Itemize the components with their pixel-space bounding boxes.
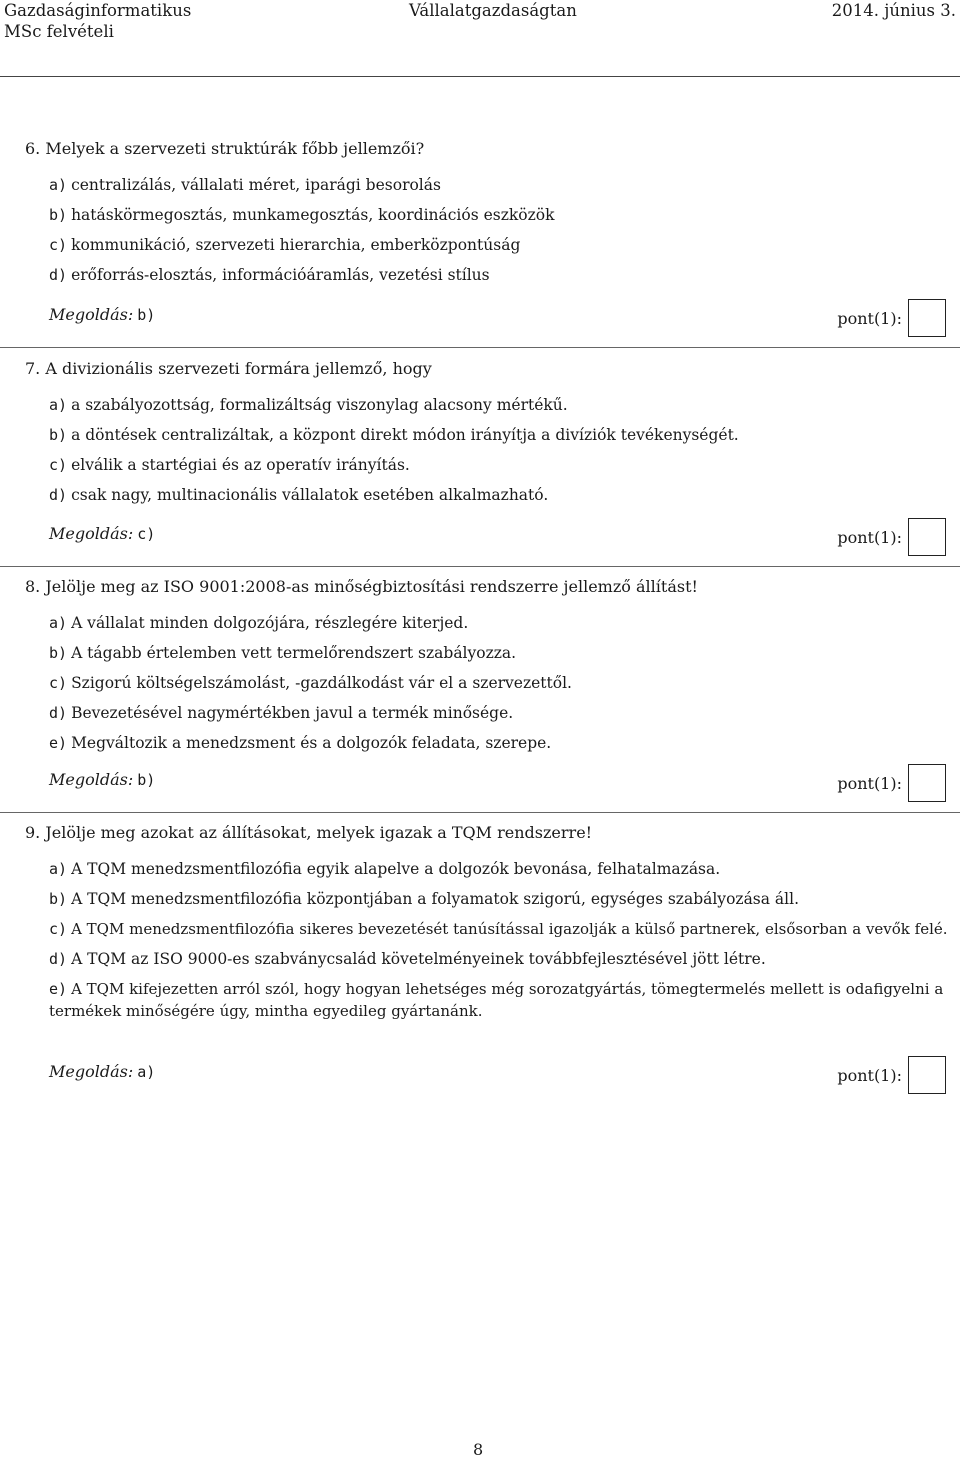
solution-value: b) bbox=[137, 306, 156, 324]
question-title bbox=[25, 138, 960, 160]
question-title bbox=[25, 576, 960, 598]
option-list bbox=[25, 174, 960, 286]
solution-label: Megoldás: bbox=[49, 1062, 134, 1081]
question-number: 8. bbox=[25, 577, 41, 596]
question-text: A divizionális szervezeti formára jellemző, hogy bbox=[45, 359, 432, 378]
question-text: Melyek a szervezeti struktúrák főbb jellemzői? bbox=[45, 139, 425, 158]
option-c[interactable]: c) A TQM menedzsmentfilozófia sikeres bevezetését tanúsítással igazolják a külső partnerek, elsősorban a vevők felé. bbox=[49, 920, 948, 938]
answer-row-9 bbox=[25, 1062, 960, 1102]
page-number: 8 bbox=[473, 1440, 484, 1459]
question-7 bbox=[25, 358, 960, 514]
option-e[interactable]: e) Megváltozik a menedzsment és a dolgozók feladata, szerepe. bbox=[49, 734, 552, 752]
question-text: Jelölje meg az ISO 9001:2008-as minőségbiztosítási rendszerre jellemző állítást! bbox=[45, 577, 698, 596]
page-header bbox=[4, 0, 956, 42]
points-label: pont(1): bbox=[837, 309, 902, 328]
option-a[interactable]: a) centralizálás, vállalati méret, iparági besorolás bbox=[49, 176, 441, 194]
option-d[interactable]: d) Bevezetésével nagymértékben javul a termék minősége. bbox=[49, 704, 514, 722]
points-label: pont(1): bbox=[837, 528, 902, 547]
answer-row-8 bbox=[25, 770, 960, 810]
solution-value: b) bbox=[137, 771, 156, 789]
solution-value: a) bbox=[137, 1063, 156, 1081]
question-number: 7. bbox=[25, 359, 41, 378]
option-a[interactable]: a) a szabályozottság, formalizáltság viszonylag alacsony mértékű. bbox=[49, 396, 568, 414]
option-a[interactable]: a) A TQM menedzsmentfilozófia egyik alapelve a dolgozók bevonása, felhatalmazása. bbox=[49, 860, 721, 878]
solution-label: Megoldás: bbox=[49, 524, 134, 543]
option-list bbox=[25, 394, 960, 506]
option-d[interactable]: d) csak nagy, multinacionális vállalatok esetében alkalmazható. bbox=[49, 486, 549, 504]
solution-label: Megoldás: bbox=[49, 305, 134, 324]
points-box[interactable] bbox=[908, 299, 946, 337]
points-label: pont(1): bbox=[837, 774, 902, 793]
option-b[interactable]: b) A TQM menedzsmentfilozófia központjában a folyamatok szigorú, egységes szabályozása áll. bbox=[49, 890, 800, 908]
option-a[interactable]: a) A vállalat minden dolgozójára, részlegére kiterjed. bbox=[49, 614, 469, 632]
option-c[interactable]: c) elválik a startégiai és az operatív irányítás. bbox=[49, 456, 410, 474]
option-d[interactable]: d) erőforrás-elosztás, információáramlás, vezetési stílus bbox=[49, 266, 490, 284]
question-title bbox=[25, 822, 960, 844]
header-date: 2014. június 3. bbox=[831, 1, 956, 20]
solution-label: Megoldás: bbox=[49, 770, 134, 789]
question-separator bbox=[0, 347, 960, 348]
question-separator bbox=[0, 566, 960, 567]
solution-value: c) bbox=[137, 525, 156, 543]
points-box[interactable] bbox=[908, 1056, 946, 1094]
header-rule bbox=[0, 76, 960, 77]
question-separator bbox=[0, 812, 960, 813]
option-b[interactable]: b) hatáskörmegosztás, munkamegosztás, koordinációs eszközök bbox=[49, 206, 555, 224]
option-c[interactable]: c) kommunikáció, szervezeti hierarchia, emberközpontúság bbox=[49, 236, 521, 254]
points-box[interactable] bbox=[908, 518, 946, 556]
question-number: 6. bbox=[25, 139, 41, 158]
question-6 bbox=[25, 138, 960, 294]
question-9 bbox=[25, 822, 960, 1030]
option-b[interactable]: b) a döntések centralizáltak, a központ direkt módon irányítja a divíziók tevékenységét. bbox=[49, 426, 739, 444]
question-text: Jelölje meg azokat az állításokat, melyek igazak a TQM rendszerre! bbox=[45, 823, 593, 842]
header-program: Gazdaságinformatikus bbox=[4, 1, 192, 20]
question-8 bbox=[25, 576, 960, 762]
points-box[interactable] bbox=[908, 764, 946, 802]
option-c[interactable]: c) Szigorú költségelszámolást, -gazdálkodást vár el a szervezettől. bbox=[49, 674, 572, 692]
header-subject: Vállalatgazdaságtan bbox=[409, 1, 577, 20]
question-title bbox=[25, 358, 960, 380]
question-number: 9. bbox=[25, 823, 41, 842]
points-label: pont(1): bbox=[837, 1066, 902, 1085]
header-exam: MSc felvételi bbox=[4, 22, 114, 41]
option-b[interactable]: b) A tágabb értelemben vett termelőrendszert szabályozza. bbox=[49, 644, 517, 662]
answer-row-6 bbox=[25, 305, 960, 345]
answer-row-7 bbox=[25, 524, 960, 564]
option-list bbox=[25, 858, 960, 1022]
option-list bbox=[25, 612, 960, 754]
option-d[interactable]: d) A TQM az ISO 9000-es szabványcsalád követelményeinek továbbfejlesztésével jött létre. bbox=[49, 950, 766, 968]
option-e[interactable]: e) A TQM kifejezetten arról szól, hogy hogyan lehetséges még sorozatgyártás, tömegtermelés mellett is odafigyelni a termékek minőségére úgy, mintha egyedileg gyártanánk. bbox=[49, 980, 944, 1020]
